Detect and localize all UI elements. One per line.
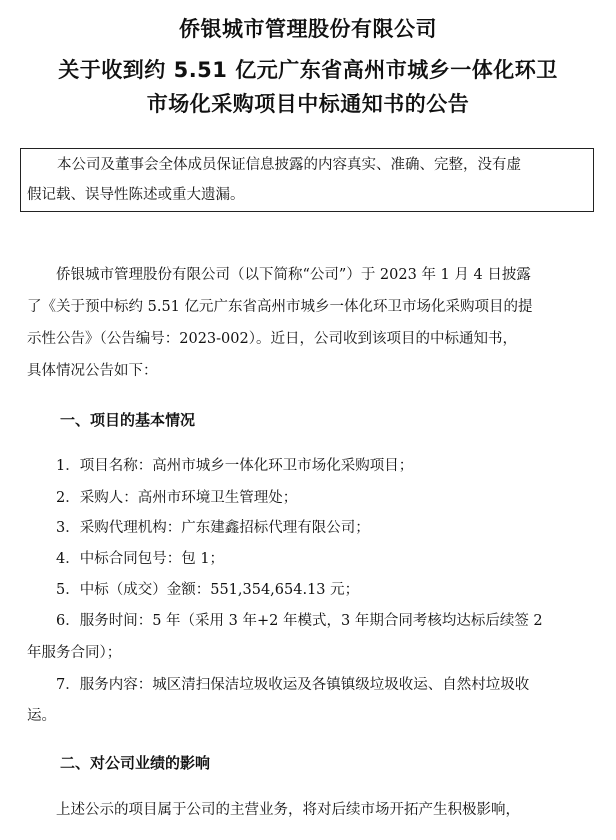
item-package-no: 4．中标合同包号：包 1； <box>56 551 225 567</box>
item-service-content: 7．服务内容：城区清扫保洁垃圾收运及各镇镇级垃圾收运、自然村垃圾收 <box>56 677 530 693</box>
intro-line-2: 了《关于预中标约 5.51 亿元广东省高州市城乡一体化环卫市场化采购项目的提 <box>27 299 533 315</box>
intro-line-1: 侨银城市管理股份有限公司（以下简称“公司”）于 2023 年 1 月 4 日披露 <box>56 267 531 283</box>
announcement-title-line-2: 市场化采购项目中标通知书的公告 <box>146 92 470 116</box>
section-2-heading: 二、对公司业绩的影响 <box>60 754 211 772</box>
item-bid-amount: 5．中标（成交）金额：551,354,654.13 元； <box>56 582 360 598</box>
item-purchaser: 2．采购人：高州市环境卫生管理处； <box>56 490 298 506</box>
item-service-content-cont: 运。 <box>27 708 56 724</box>
intro-line-4: 具体情况公告如下： <box>27 363 158 379</box>
announcement-title-line-1: 关于收到约 5.51 亿元广东省高州市城乡一体化环卫 <box>58 58 558 82</box>
notice-line-1: 本公司及董事会全体成员保证信息披露的内容真实、准确、完整，没有虚 <box>57 157 521 173</box>
intro-line-3: 示性公告》（公告编号：2023-002）。近日，公司收到该项目的中标通知书， <box>27 331 517 347</box>
company-name: 侨银城市管理股份有限公司 <box>179 17 437 41</box>
item-service-period-cont: 年服务合同）； <box>27 645 122 661</box>
item-service-period: 6．服务时间：5 年（采用 3 年+2 年模式，3 年期合同考核均达标后续签 2 <box>56 613 543 629</box>
item-project-name: 1．项目名称：高州市城乡一体化环卫市场化采购项目； <box>56 458 414 474</box>
impact-paragraph-line-1: 上述公示的项目属于公司的主营业务，将对后续市场开拓产生积极影响， <box>56 802 520 818</box>
section-1-heading: 一、项目的基本情况 <box>60 411 196 429</box>
notice-line-2: 假记载、误导性陈述或重大遗漏。 <box>27 187 245 203</box>
item-agency: 3．采购代理机构：广东建鑫招标代理有限公司； <box>56 520 370 536</box>
